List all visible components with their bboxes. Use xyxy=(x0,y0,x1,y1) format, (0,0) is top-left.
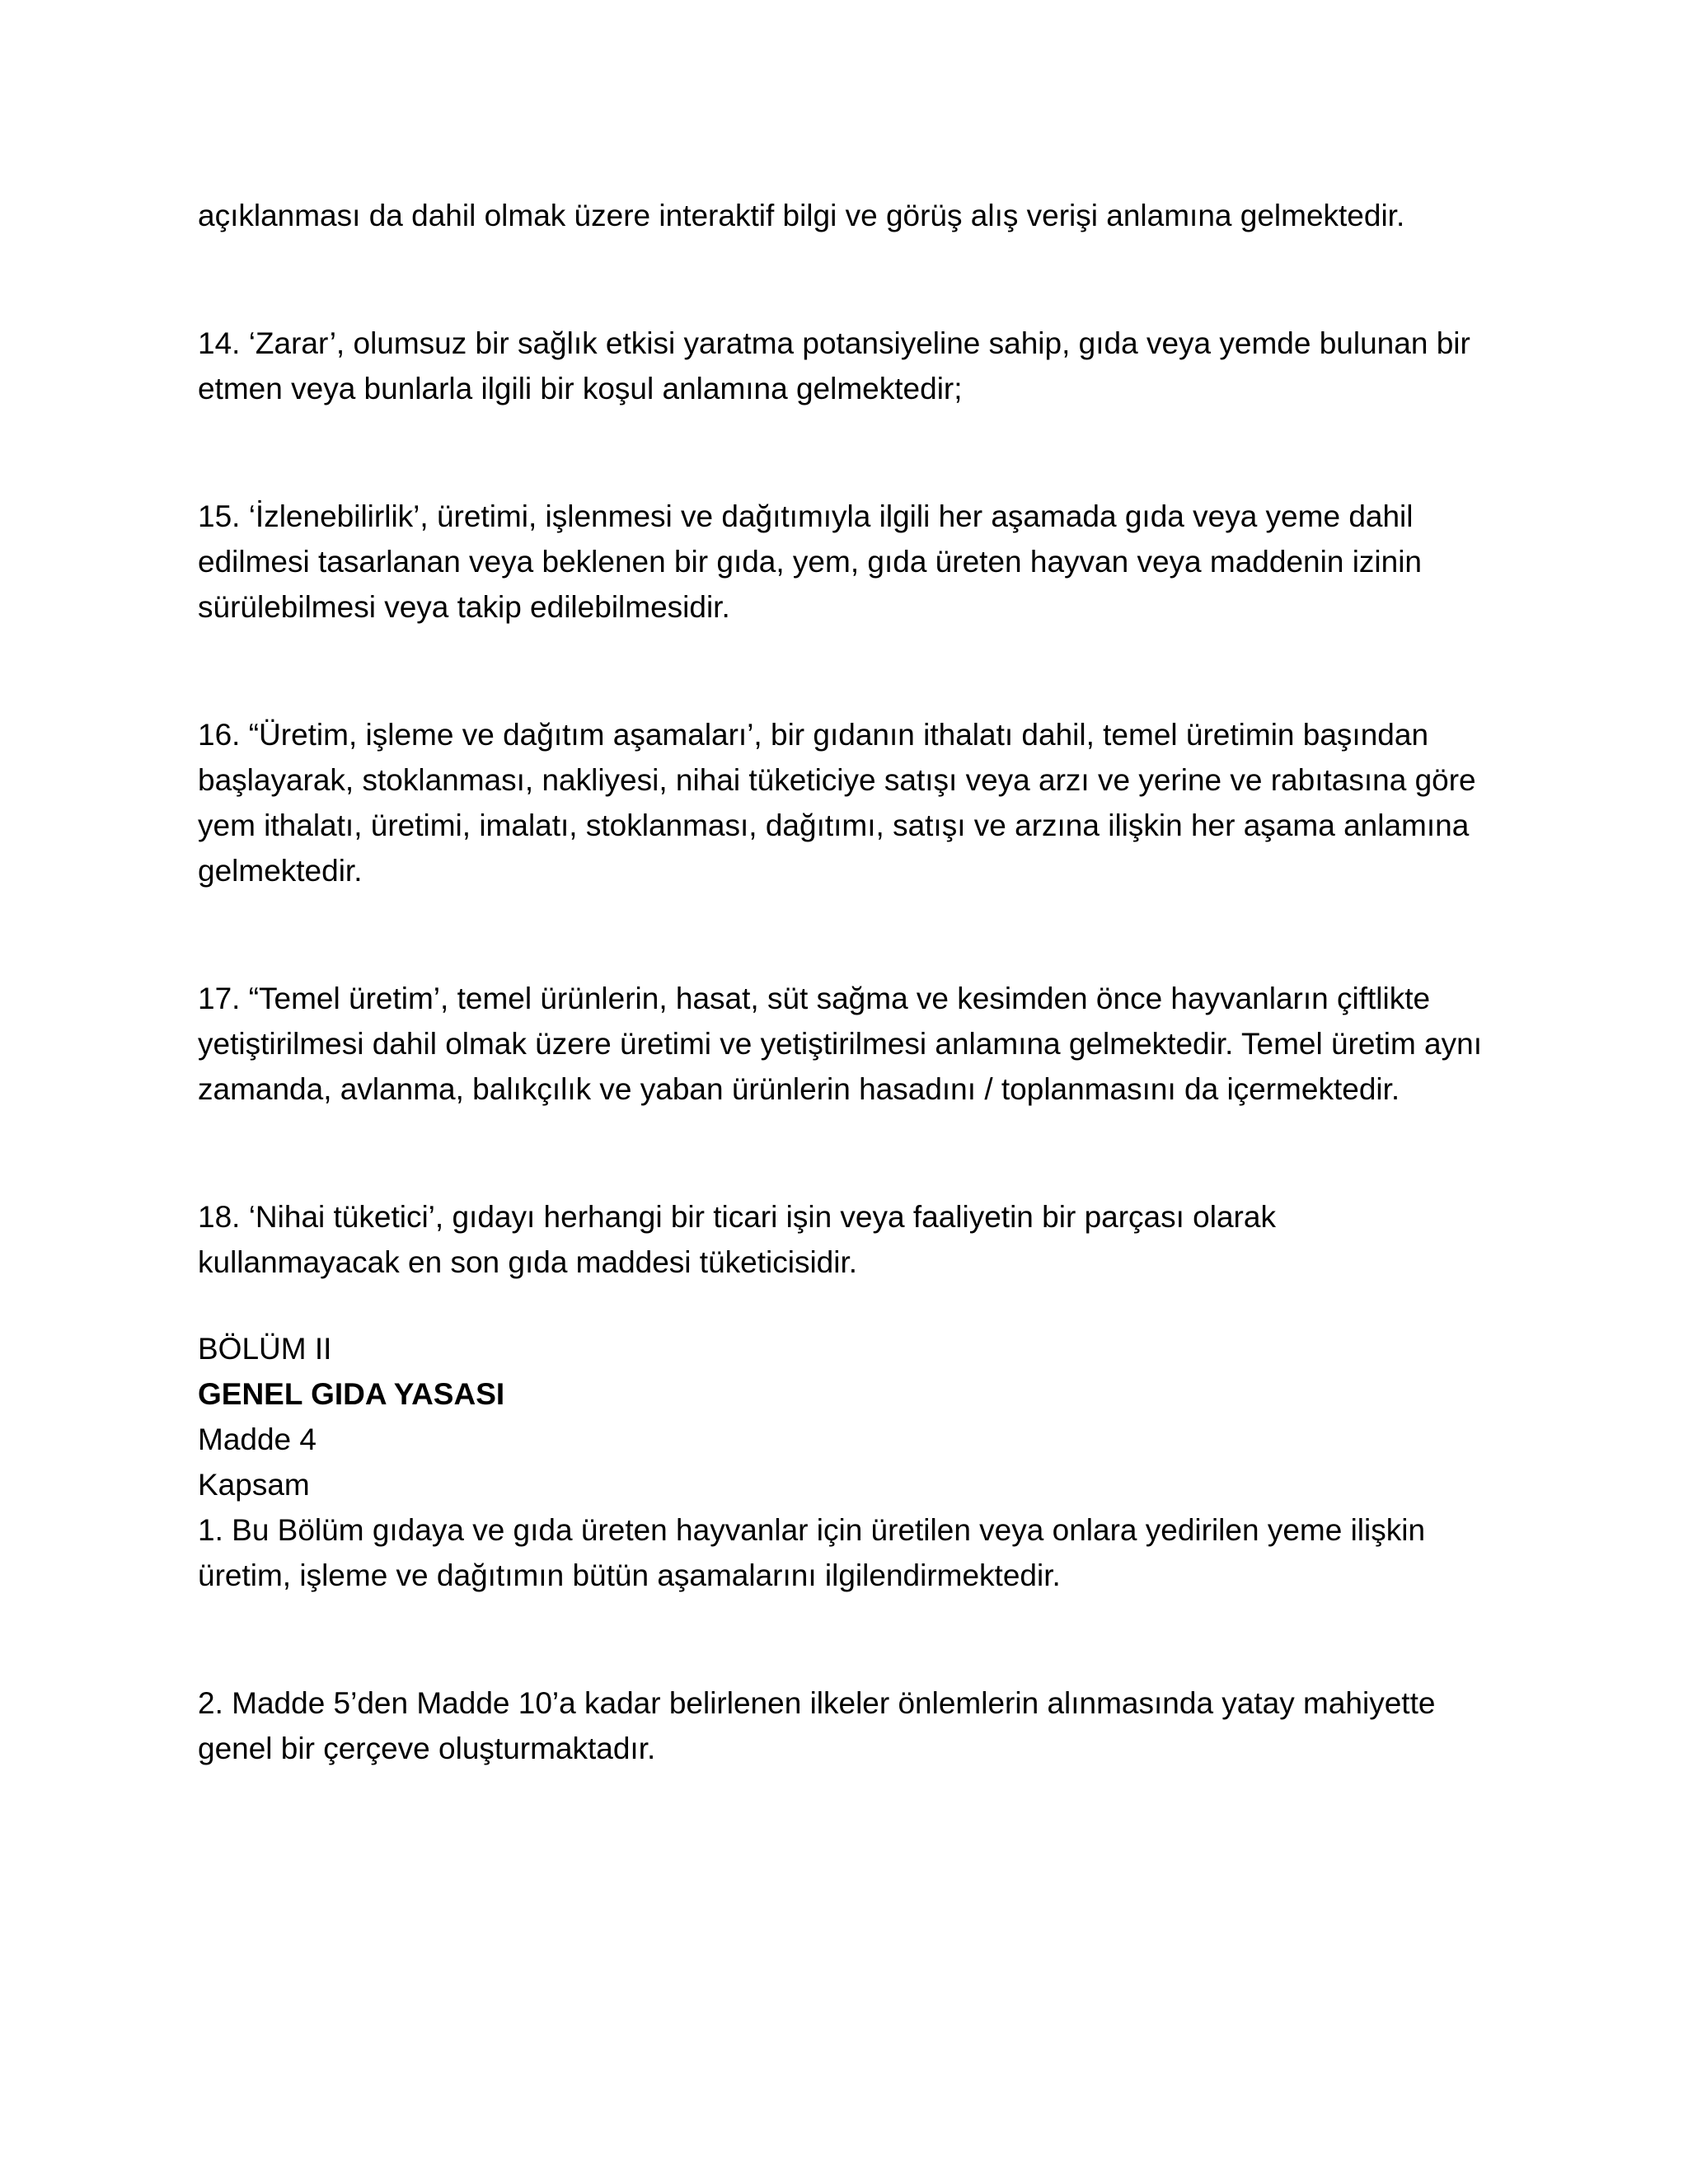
chapter-title: GENEL GIDA YASASI xyxy=(198,1377,505,1411)
chapter-label: BÖLÜM II xyxy=(198,1332,332,1366)
article-item-1: 1. Bu Bölüm gıdaya ve gıda üreten hayvanlar için üretilen veya onlara yedirilen yeme ilişkin üretim, işleme ve dağıtımın bütün aşamalarını ilgilendirmektedir. xyxy=(198,1513,1426,1592)
article-title: Kapsam xyxy=(198,1468,310,1502)
article-item-2: 2. Madde 5’den Madde 10’a kadar belirlenen ilkeler önlemlerin alınmasında yatay mahiyette genel bir çerçeve oluşturmaktadır. xyxy=(198,1686,1436,1765)
paragraph-13-continued: açıklanması da dahil olmak üzere interaktif bilgi ve görüş alış verişi anlamına gelmektedir. xyxy=(198,199,1405,232)
chapter-block xyxy=(198,1326,1484,1598)
paragraph-18: 18. ‘Nihai tüketici’, gıdayı herhangi bir ticari işin veya faaliyetin bir parçası olarak kullanmayacak en son gıda maddesi tüketicisidir. xyxy=(198,1200,1276,1279)
paragraph-16: 16. “Üretim, işleme ve dağıtım aşamaları’, bir gıdanın ithalatı dahil, temel üretimin başından başlayarak, stoklanması, nakliyesi, nihai tüketiciye satışı veya arzı ve yerine ve rabıtasına göre yem ithalatı, üretimi, imalatı, stoklanması, dağıtımı, satışı ve arzına ilişkin her aşama anlamına gelmektedir. xyxy=(198,718,1476,888)
document-body xyxy=(198,193,1484,1771)
paragraph-17: 17. “Temel üretim’, temel ürünlerin, hasat, süt sağma ve kesimden önce hayvanların çiftlikte yetiştirilmesi dahil olmak üzere üretimi ve yetiştirilmesi anlamına gelmektedir. Temel üretim aynı zamanda, avlanma, balıkçılık ve yaban ürünlerin hasadını / toplanmasını da içermektedir. xyxy=(198,982,1482,1106)
paragraph-15: 15. ‘İzlenebilirlik’, üretimi, işlenmesi ve dağıtımıyla ilgili her aşamada gıda veya yeme dahil edilmesi tasarlanan veya beklenen bir gıda, yem, gıda üreten hayvan veya maddenin izinin sürülebilmesi veya takip edilebilmesidir. xyxy=(198,499,1423,624)
article-number: Madde 4 xyxy=(198,1422,316,1456)
paragraph-14: 14. ‘Zarar’, olumsuz bir sağlık etkisi yaratma potansiyeline sahip, gıda veya yemde bulunan bir etmen veya bunlarla ilgili bir koşul anlamına gelmektedir; xyxy=(198,326,1470,405)
